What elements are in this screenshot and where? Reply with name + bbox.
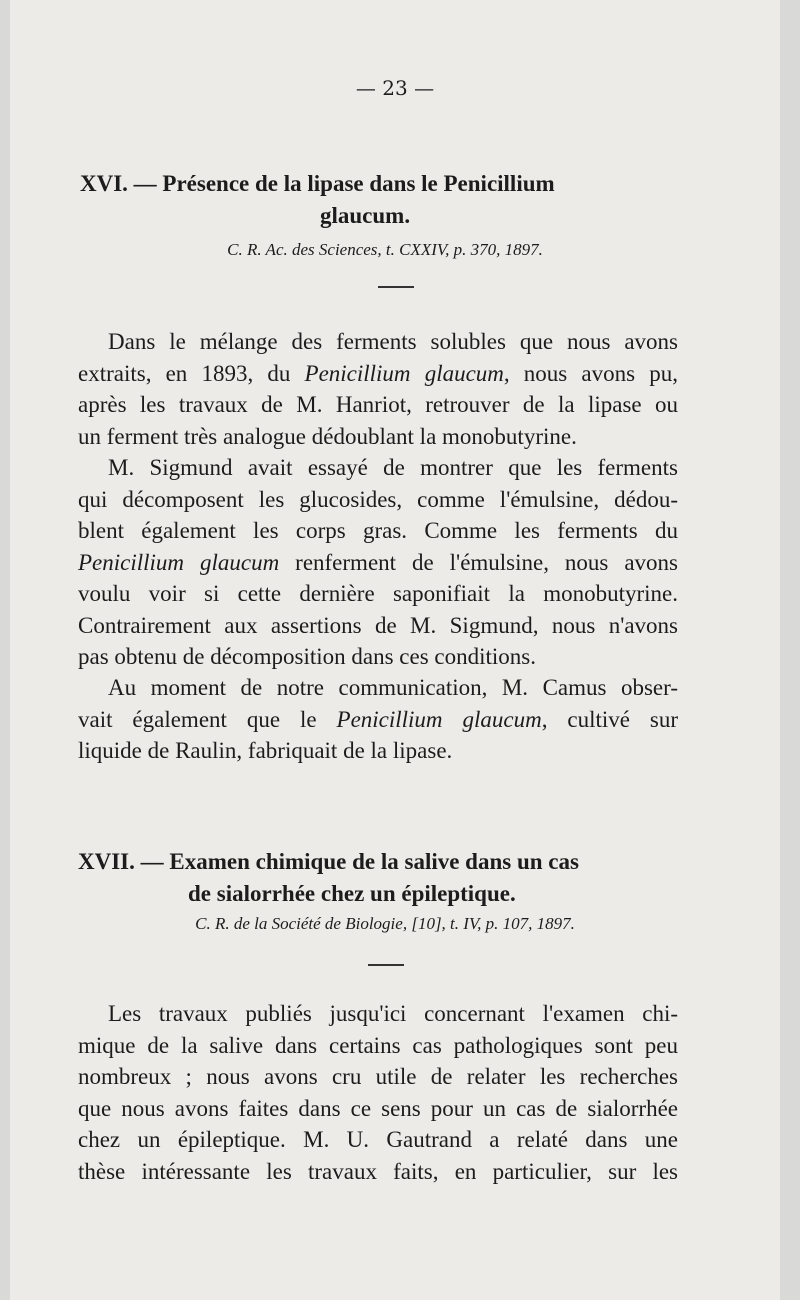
text-line: extraits, en 1893, du Penicillium glaucum, nous avons pu, xyxy=(78,360,678,386)
page-number: — 23 — xyxy=(355,76,435,100)
text-line: que nous avons faites dans ce sens pour un cas de sialorrhée xyxy=(78,1095,678,1121)
text-line: chez un épileptique. M. U. Gautrand a relaté dans une xyxy=(78,1127,678,1152)
text-line: après les travaux de M. Hanriot, retrouver de la lipase ou xyxy=(78,392,678,417)
section-xvi-title-line2: glaucum. xyxy=(320,203,411,228)
section-xvi-paragraph-1 xyxy=(78,326,678,452)
text-line: Penicillium glaucum renferment de l'émulsine, nous avons xyxy=(78,549,678,575)
text-line: pas obtenu de décomposition dans ces conditions. xyxy=(78,644,537,669)
section-xvii-citation: C. R. de la Société de Biologie, [10], t. IV, p. 107, 1897. xyxy=(195,914,575,933)
text-line: Au moment de notre communication, M. Camus obser- xyxy=(108,675,678,700)
text-line: thèse intéressante les travaux faits, en particulier, sur les xyxy=(78,1158,678,1184)
text-line: mique de la salive dans certains cas pathologiques sont peu xyxy=(78,1032,678,1058)
section-xvi-citation: C. R. Ac. des Sciences, t. CXXIV, p. 370, 1897. xyxy=(227,240,543,259)
text-line: voulu voir si cette dernière saponifiait la monobutyrine. xyxy=(78,581,678,606)
section-xvi-paragraph-3 xyxy=(78,672,678,767)
text-line: Contrairement aux assertions de M. Sigmund, nous n'avons xyxy=(78,612,678,638)
section-xvi-title-line1: XVI. — Présence de la lipase dans le Penicillium xyxy=(80,171,555,196)
section-xvii-title-line1: XVII. — Examen chimique de la salive dans un cas xyxy=(78,849,579,874)
text-line: M. Sigmund avait essayé de montrer que les ferments xyxy=(108,455,678,480)
text-line: vait également que le Penicillium glaucum, cultivé sur xyxy=(78,706,678,732)
species-name: Penicillium glaucum xyxy=(304,360,504,386)
text-line: Dans le mélange des ferments solubles que nous avons xyxy=(108,329,678,354)
text-line: un ferment très analogue dédoublant la monobutyrine. xyxy=(78,423,577,449)
text-line: Les travaux publiés jusqu'ici concernant l'examen chi- xyxy=(108,1001,678,1026)
section-xvii-title xyxy=(78,846,698,910)
section-divider xyxy=(368,964,404,966)
section-xvii-title-line2: de sialorrhée chez un épileptique. xyxy=(188,881,516,906)
section-divider xyxy=(378,286,414,288)
text-line: liquide de Raulin, fabriquait de la lipase. xyxy=(78,738,453,763)
species-name: Penicillium glaucum xyxy=(78,549,280,575)
section-xvii-paragraph-1 xyxy=(78,998,678,1187)
book-page xyxy=(10,0,780,1300)
section-xvi-paragraph-2 xyxy=(78,452,678,673)
section-xvi-title xyxy=(80,168,700,232)
species-name: Penicillium glaucum xyxy=(336,706,542,732)
text-line: qui décomposent les glucosides, comme l'émulsine, dédou- xyxy=(78,486,678,512)
text-line: blent également les corps gras. Comme les ferments du xyxy=(78,518,678,543)
text-line: nombreux ; nous avons cru utile de relater les recherches xyxy=(78,1064,678,1089)
